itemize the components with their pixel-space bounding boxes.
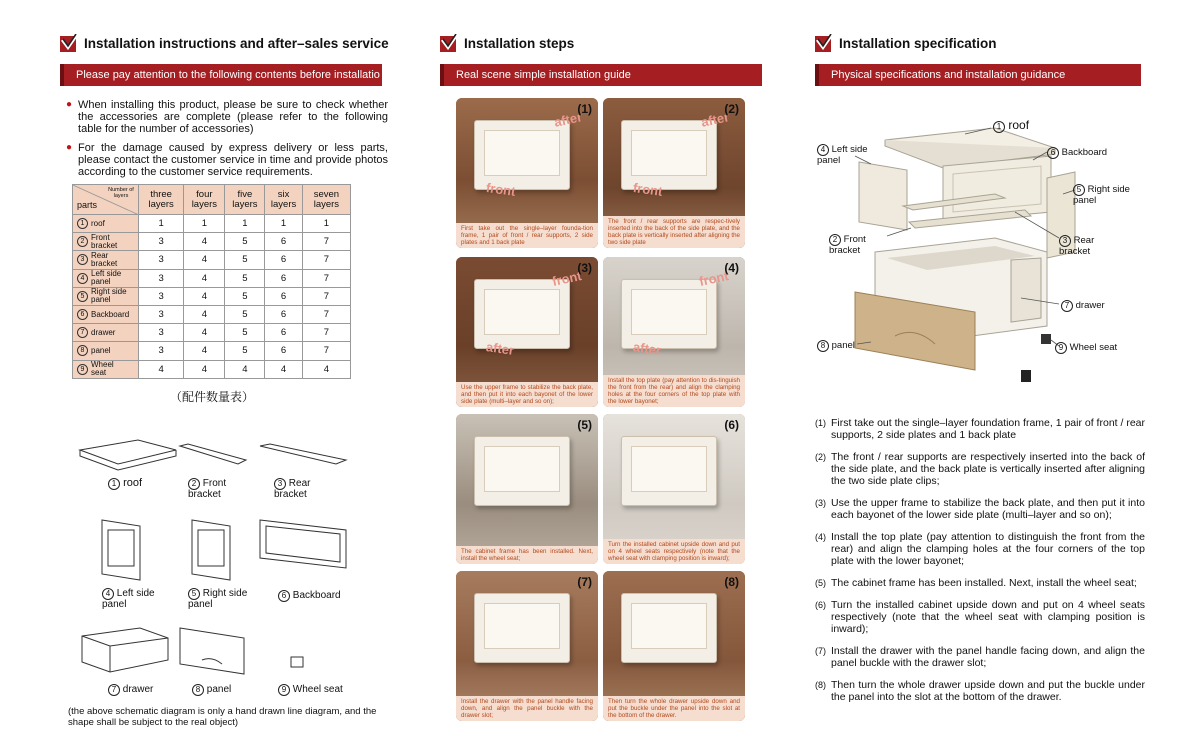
quantity-cell: 5 [225, 324, 265, 342]
column-installation-specification [815, 0, 1145, 756]
bullet-item [66, 99, 388, 135]
part-name-cell: 7 drawer [73, 324, 139, 342]
column-header: five layers [225, 185, 265, 215]
quantity-cell: 4 [184, 324, 225, 342]
rear-bracket-drawing [258, 442, 348, 468]
part-label-drawer: 7 drawer [108, 684, 153, 696]
table-row [73, 305, 351, 323]
photo-tag-label: after [485, 339, 516, 358]
part-label-right-side-panel: 5 Right side panel [188, 588, 248, 610]
cabinet-inner-shape [631, 289, 707, 335]
cabinet-inner-shape [631, 130, 707, 176]
part-name-cell: 4 Left side panel [73, 269, 139, 287]
column-installation-steps [440, 0, 765, 756]
quantity-cell: 4 [265, 360, 302, 378]
quantity-cell: 6 [265, 324, 302, 342]
part-label-backboard: 6 Backboard [278, 590, 358, 602]
table-row [73, 360, 351, 378]
quantity-cell: 7 [302, 269, 350, 287]
quantity-cell: 3 [139, 342, 184, 360]
step-number: (8) [815, 680, 826, 690]
spec-label-drawer: 7 drawer [1061, 300, 1105, 312]
spec-label-right-side-panel: 5 Right side panel [1073, 184, 1130, 206]
step-photo [456, 98, 598, 248]
step-item [815, 497, 1145, 521]
step-photo [603, 571, 745, 721]
section-title: Installation specification [839, 35, 997, 51]
bullet-dot-icon: ● [66, 142, 73, 153]
quantity-cell: 4 [184, 287, 225, 305]
part-label-rear-bracket: 3 Rear bracket [274, 478, 311, 500]
photo-caption: The cabinet frame has been installed. Next, install the wheel seat; [456, 546, 598, 564]
quantity-cell: 6 [265, 251, 302, 269]
photo-tag-label: front [632, 180, 664, 199]
quantity-cell: 1 [265, 215, 302, 233]
bullet-text: When installing this product, please be sure to check whether the accessories are complete (please refer to the following table for the number of accessories) [78, 99, 388, 135]
quantity-cell: 6 [265, 287, 302, 305]
quantity-cell: 6 [265, 233, 302, 251]
photo-step-number: (2) [724, 102, 739, 116]
corner-bottom-label: parts [77, 200, 98, 210]
step-item [815, 599, 1145, 635]
drawer-drawing [80, 626, 170, 674]
step-text: First take out the single–layer foundation frame, 1 pair of front / rear supports, 2 side plates and 1 back plate [831, 417, 1145, 441]
step-text: Install the drawer with the panel handle facing down, and align the panel buckle with the drawer slot; [831, 645, 1145, 669]
quantity-cell: 5 [225, 287, 265, 305]
step-photo [456, 414, 598, 564]
quantity-cell: 7 [302, 233, 350, 251]
quantity-cell: 7 [302, 287, 350, 305]
section-heading [815, 34, 997, 52]
part-label-roof: 1 roof [108, 478, 142, 490]
brand-logo-icon [440, 34, 458, 52]
table-row [73, 342, 351, 360]
photo-caption: The front / rear supports are respec-tively inserted into the back of the side plate, and the back plate is vertically inserted after aligning the two side plate [603, 216, 745, 248]
photo-caption: First take out the single–layer founda-tion frame, 1 pair of front / rear supports, 2 side plates and 1 back plate [456, 223, 598, 248]
step-photo [603, 414, 745, 564]
section-title: Installation instructions and after–sales service [84, 35, 389, 51]
step-item [815, 645, 1145, 669]
quantity-cell: 5 [225, 342, 265, 360]
part-label-wheel-seat: 9 Wheel seat [278, 684, 343, 696]
photo-step-number: (3) [577, 261, 592, 275]
quantity-cell: 6 [265, 269, 302, 287]
photo-tag-label: after [552, 109, 584, 130]
step-text: Then turn the whole drawer upside down and put the buckle under the panel into the slot at the bottom of the drawer. [831, 679, 1145, 703]
schematic-note: (the above schematic diagram is only a hand drawn line diagram, and the shape shall be subject to the real object) [68, 706, 377, 728]
table-row [73, 324, 351, 342]
left-side-panel-drawing [96, 516, 152, 582]
column-header: seven layers [302, 185, 350, 215]
quantity-cell: 5 [225, 305, 265, 323]
step-text: Turn the installed cabinet upside down and put on 4 wheel seats respectively (note that the wheel seat with clamping position is inward); [831, 599, 1145, 635]
photo-step-number: (6) [724, 418, 739, 432]
part-name-cell: 6 Backboard [73, 305, 139, 323]
quantity-cell: 6 [265, 305, 302, 323]
quantity-cell: 6 [265, 342, 302, 360]
step-number: (6) [815, 600, 826, 610]
photo-caption: Use the upper frame to stabilize the back plate, and then put it into each bayonet of the lower side plate (multi–layer and so on); [456, 382, 598, 407]
step-item [815, 679, 1145, 703]
cabinet-inner-shape [484, 446, 560, 492]
quantity-cell: 1 [139, 215, 184, 233]
cabinet-inner-shape [631, 603, 707, 649]
quantity-cell: 7 [302, 305, 350, 323]
quantity-cell: 3 [139, 287, 184, 305]
quantity-cell: 7 [302, 324, 350, 342]
quantity-cell: 4 [184, 233, 225, 251]
step-item [815, 451, 1145, 487]
step-photo [456, 571, 598, 721]
section-banner: Physical specifications and installation guidance [815, 64, 1141, 86]
photo-tag-label: after [632, 339, 663, 358]
photo-scene [456, 414, 598, 564]
quantity-cell: 4 [184, 251, 225, 269]
quantity-cell: 4 [139, 360, 184, 378]
table-body [73, 215, 351, 379]
section-heading [440, 34, 574, 52]
column-installation-instructions [60, 0, 390, 756]
spec-label-panel: 8 panel [817, 340, 855, 352]
step-photo [456, 257, 598, 407]
table-row [73, 233, 351, 251]
step-photo [603, 257, 745, 407]
quantity-cell: 5 [225, 251, 265, 269]
accessory-table [72, 184, 351, 379]
step-text: Use the upper frame to stabilize the back plate, and then put it into each bayonet of the lower side plate (multi–layer and so on); [831, 497, 1145, 521]
part-label-front-bracket: 2 Front bracket [188, 478, 227, 500]
quantity-cell: 1 [184, 215, 225, 233]
step-list [815, 417, 1145, 713]
table-row [73, 215, 351, 233]
table-row [73, 269, 351, 287]
spec-label-backboard: 6 Backboard [1047, 147, 1107, 159]
roof-drawing [78, 438, 178, 472]
spec-label-left-side-panel: 4 Left side panel [817, 144, 868, 166]
quantity-cell: 1 [302, 215, 350, 233]
brand-logo-icon [60, 34, 78, 52]
photo-step-number: (8) [724, 575, 739, 589]
part-name-cell: 8 panel [73, 342, 139, 360]
step-number: (1) [815, 418, 826, 428]
step-item [815, 417, 1145, 441]
column-header: six layers [265, 185, 302, 215]
panel-drawing [178, 626, 250, 676]
table-corner-cell [73, 185, 139, 215]
quantity-cell: 3 [139, 233, 184, 251]
quantity-cell: 4 [184, 360, 225, 378]
column-header: four layers [184, 185, 225, 215]
cabinet-inner-shape [631, 446, 707, 492]
quantity-cell: 4 [184, 342, 225, 360]
quantity-cell: 3 [139, 251, 184, 269]
section-banner: Real scene simple installation guide [440, 64, 762, 86]
step-text: The front / rear supports are respectively inserted into the back of the side plate, and the back plate is vertically inserted after aligning the two side plate clips; [831, 451, 1145, 487]
spec-label-front-bracket: 2 Front bracket [829, 234, 866, 256]
step-item [815, 531, 1145, 567]
bullet-dot-icon: ● [66, 99, 73, 110]
right-side-panel-drawing [186, 516, 242, 582]
step-number: (3) [815, 498, 826, 508]
quantity-cell: 4 [302, 360, 350, 378]
bullet-list [66, 99, 388, 185]
quantity-cell: 3 [139, 305, 184, 323]
table-caption: （配件数量表） [170, 390, 255, 404]
section-heading [60, 34, 389, 52]
quantity-cell: 7 [302, 251, 350, 269]
table-header-row [73, 185, 351, 215]
section-banner: Please pay attention to the following contents before installatio [60, 64, 382, 86]
photo-tag-label: front [551, 268, 584, 289]
quantity-cell: 3 [139, 324, 184, 342]
front-bracket-drawing [178, 442, 248, 468]
photo-step-number: (7) [577, 575, 592, 589]
table-row [73, 251, 351, 269]
step-number: (4) [815, 532, 826, 542]
step-number: (2) [815, 452, 826, 462]
photo-tag-label: front [485, 180, 517, 199]
quantity-cell: 4 [184, 269, 225, 287]
part-label-panel: 8 panel [192, 684, 231, 696]
photo-caption: Install the drawer with the panel handle facing down, and align the panel buckle with the drawer slot; [456, 696, 598, 721]
corner-top-label: Number of layers [108, 187, 134, 199]
brand-logo-icon [815, 34, 833, 52]
quantity-cell: 4 [225, 360, 265, 378]
part-name-cell: 9 Wheel seat [73, 360, 139, 378]
step-photo [603, 98, 745, 248]
quantity-cell: 3 [139, 269, 184, 287]
step-number: (7) [815, 646, 826, 656]
step-text: The cabinet frame has been installed. Next, install the wheel seat; [831, 577, 1137, 589]
column-header: three layers [139, 185, 184, 215]
quantity-cell: 5 [225, 233, 265, 251]
cabinet-inner-shape [484, 130, 560, 176]
bullet-text: For the damage caused by express delivery or less parts, please contact the customer service in time and provide photos according to the customer service requirements. [78, 142, 388, 178]
photo-tag-label: after [699, 109, 731, 130]
part-name-cell: 5 Right side panel [73, 287, 139, 305]
bullet-item [66, 142, 388, 178]
part-name-cell: 3 Rear bracket [73, 251, 139, 269]
photo-tag-label: front [698, 268, 731, 289]
photo-step-number: (5) [577, 418, 592, 432]
step-number: (5) [815, 578, 826, 588]
part-name-cell: 2 Front bracket [73, 233, 139, 251]
spec-label-rear-bracket: 3 Rear bracket [1059, 235, 1095, 257]
quantity-cell: 7 [302, 342, 350, 360]
backboard-drawing [258, 518, 350, 570]
section-title: Installation steps [464, 35, 575, 51]
quantity-cell: 1 [225, 215, 265, 233]
part-label-left-side-panel: 4 Left side panel [102, 588, 155, 610]
quantity-cell: 5 [225, 269, 265, 287]
photo-step-number: (4) [724, 261, 739, 275]
cabinet-inner-shape [484, 603, 560, 649]
quantity-cell: 4 [184, 305, 225, 323]
wheel-seat-drawing [288, 654, 308, 670]
step-text: Install the top plate (pay attention to distinguish the front from the rear) and align the clamping holes at the four corners of the top plate with the lower bayonet; [831, 531, 1145, 567]
step-item [815, 577, 1145, 589]
table-row [73, 287, 351, 305]
photo-caption: Then turn the whole drawer upside down and put the buckle under the panel into the slot at the bottom of the drawer. [603, 696, 745, 721]
photo-caption: Install the top plate (pay attention to dis-tinguish the front from the rear) and align the clamping holes at the four corners of the top plate with the lower bayonet; [603, 375, 745, 407]
part-name-cell: 1 roof [73, 215, 139, 233]
spec-label-roof: 1 roof [993, 120, 1029, 133]
cabinet-inner-shape [484, 289, 560, 335]
spec-label-wheel-seat: 9 Wheel seat [1055, 342, 1117, 354]
photo-step-number: (1) [577, 102, 592, 116]
photo-caption: Turn the installed cabinet upside down and put on 4 wheel seats respectively (note that the wheel seat with clamping position is inward); [603, 539, 745, 564]
